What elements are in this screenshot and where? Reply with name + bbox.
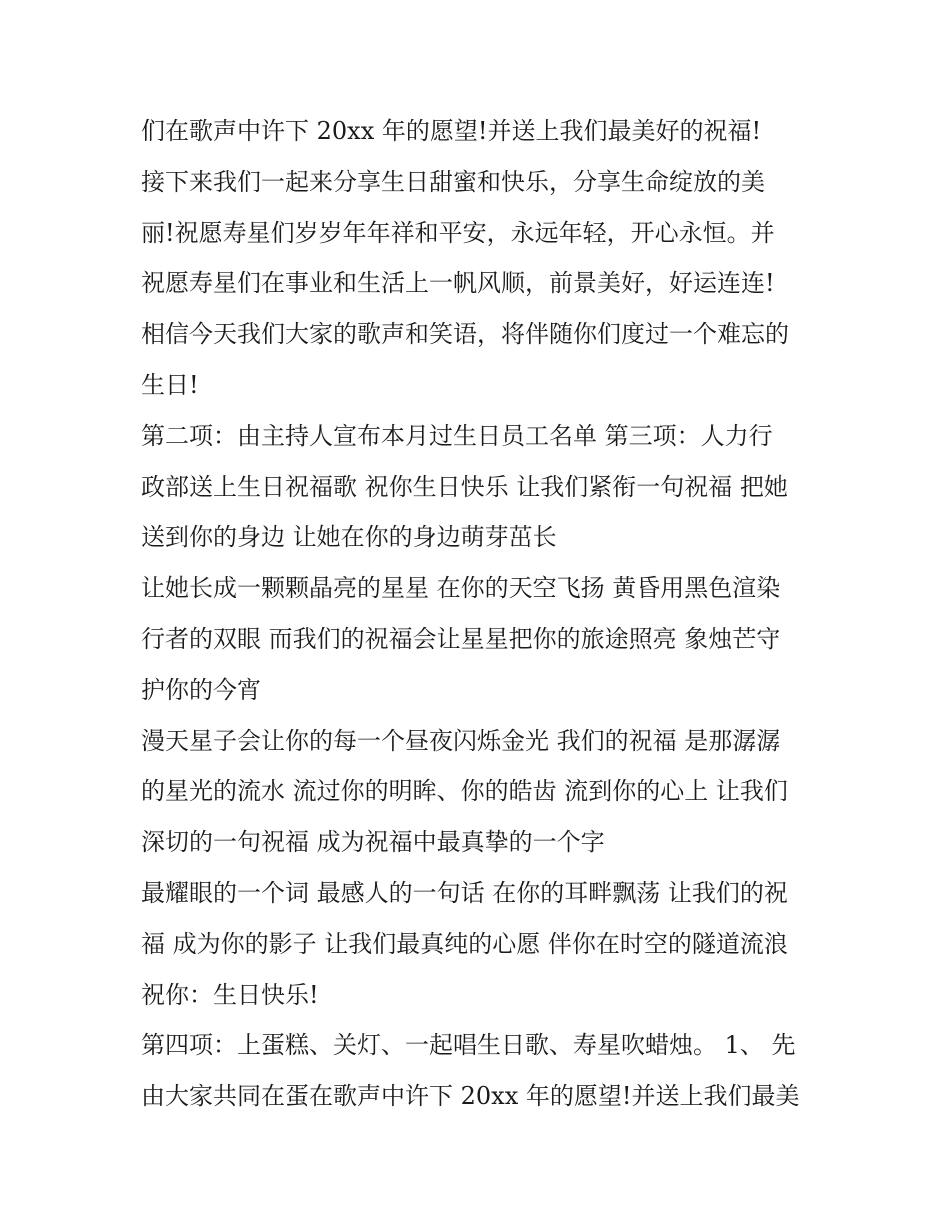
text-line: 第四项：上蛋糕、关灯、一起唱生日歌、寿星吹蜡烛。 1、 先 (141, 1031, 796, 1060)
text-line: 漫天星子会让你的每一个昼夜闪烁金光 我们的祝福 是那潺潺 (141, 726, 781, 755)
text-line: 祝愿寿星们在事业和生活上一帆风顺，前景美好，好运连连! (141, 269, 775, 298)
text-line: 行者的双眼 而我们的祝福会让星星把你的旅途照亮 象烛芒守 (141, 624, 781, 653)
text-line: 们在歌声中许下 20xx 年的愿望!并送上我们最美好的祝福! (141, 117, 762, 145)
text-line: 第二项：由主持人宣布本月过生日员工名单 第三项：人力行 (141, 421, 773, 450)
text-line: 深切的一句祝福 成为祝福中最真挚的一个字 (141, 828, 605, 857)
text-line: 政部送上生日祝福歌 祝你生日快乐 让我们紧衔一句祝福 把她 (141, 472, 788, 501)
text-line: 的星光的流水 流过你的明眸、你的皓齿 流到你的心上 让我们 (141, 777, 788, 806)
text-line: 由大家共同在蛋在歌声中许下 20xx 年的愿望!并送上我们最美 (141, 1082, 800, 1111)
text-line: 让她长成一颗颗晶亮的星星 在你的天空飞扬 黄昏用黑色渲染 (141, 574, 781, 603)
text-line: 最耀眼的一个词 最感人的一句话 在你的耳畔飘荡 让我们的祝 (141, 878, 788, 907)
text-line: 生日! (141, 370, 199, 399)
text-line: 丽!祝愿寿星们岁岁年年祥和平安，永远年轻，开心永恒。并 (141, 218, 775, 247)
text-line: 祝你：生日快乐! (141, 980, 319, 1009)
text-line: 接下来我们一起来分享生日甜蜜和快乐，分享生命绽放的美 (141, 167, 765, 196)
document-body (141, 106, 813, 1122)
text-line: 相信今天我们大家的歌声和笑语，将伴随你们度过一个难忘的 (141, 320, 789, 349)
text-line: 护你的今宵 (141, 675, 261, 704)
text-line: 福 成为你的影子 让我们最真纯的心愿 伴你在时空的隧道流浪 (141, 929, 788, 958)
text-line: 送到你的身边 让她在你的身边萌芽茁长 (141, 523, 557, 552)
